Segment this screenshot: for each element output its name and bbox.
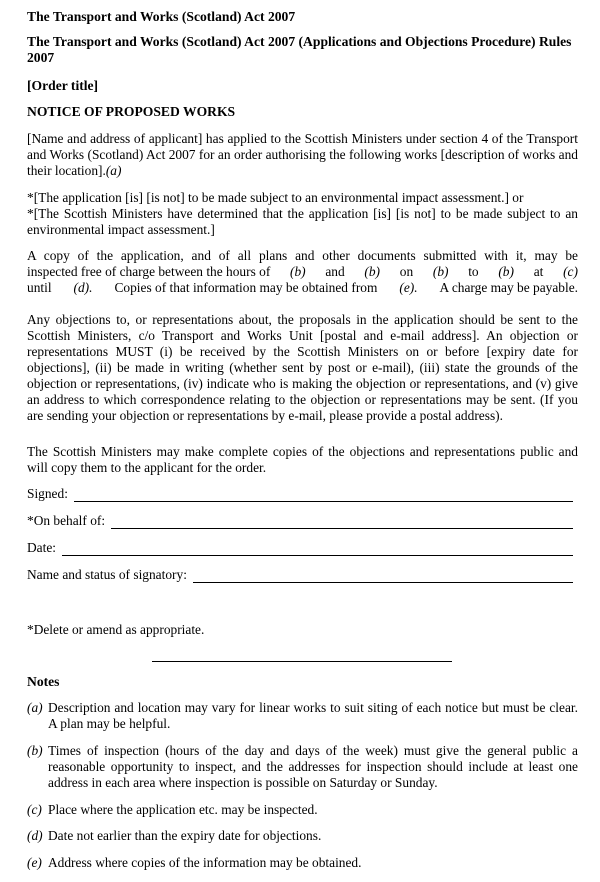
on-behalf-line[interactable] (27, 513, 573, 529)
note-item (27, 828, 578, 844)
note-mark: (d) (27, 828, 43, 843)
delete-footnote: *Delete or amend as appropriate. (27, 622, 205, 637)
inspection-lead: inspected free of charge between the hours of (27, 264, 271, 279)
inspection-line-3 (27, 280, 578, 296)
date-field[interactable] (62, 543, 573, 556)
signatory-label: Name and status of signatory: (27, 567, 187, 582)
signed-line[interactable] (27, 486, 573, 502)
note-mark: (c) (27, 802, 42, 817)
ref-b-3: (b) (432, 264, 449, 279)
inspection-text: A copy of the application, and of all plans and other documents submitted with it, may be (27, 248, 578, 263)
signatory-line[interactable] (27, 567, 573, 583)
on-behalf-field[interactable] (111, 516, 573, 529)
inspection-line-2 (27, 264, 578, 280)
copies-text: Copies of that information may be obtained from (114, 280, 378, 295)
ref-d: (d). (73, 280, 93, 295)
note-text: Date not earlier than the expiry date for objections. (48, 828, 322, 843)
note-ref-a: (a) (105, 163, 122, 178)
ref-e: (e). (399, 280, 418, 295)
ref-b-1: (b) (290, 264, 306, 279)
note-text: Description and location may vary for linear works to suit siting of each notice but must be clear. A plan may be helpful. (48, 700, 578, 731)
charge-text: A charge may be payable. (439, 280, 578, 295)
rules-title: The Transport and Works (Scotland) Act 2007 (Applications and Objections Procedure) Rules 2007 (27, 34, 572, 65)
separator-rule (152, 661, 452, 662)
note-text: Times of inspection (hours of the day and days of the week) must give the general public a reasonable opportunity to inspect, and the addresses for inspection should include at least one address in each area where inspection is possible on Saturday or Sunday. (48, 743, 578, 790)
note-text: Place where the application etc. may be inspected. (48, 802, 318, 817)
note-item (27, 700, 578, 732)
word-and: and (325, 264, 345, 279)
note-mark: (b) (27, 743, 43, 758)
word-to: to (468, 264, 479, 279)
signed-field[interactable] (74, 489, 573, 502)
note-item (27, 802, 578, 818)
inspection-line-1 (27, 248, 578, 264)
ref-b-4: (b) (498, 264, 514, 279)
word-until: until (27, 280, 52, 295)
note-item (27, 743, 578, 791)
on-behalf-label: *On behalf of: (27, 513, 106, 528)
notice-heading: NOTICE OF PROPOSED WORKS (27, 104, 236, 119)
signed-label: Signed: (27, 486, 68, 501)
eia-option-2: *[The Scottish Ministers have determined that the application [is] [is not] to be made subject to an environmental impact assessment.] (27, 206, 578, 237)
notes-heading: Notes (27, 674, 60, 689)
publication-paragraph: The Scottish Ministers may make complete copies of the objections and representations public and will copy them to the applicant for the order. (27, 444, 578, 475)
word-at: at (533, 264, 544, 279)
order-title: [Order title] (27, 78, 99, 93)
application-text: [Name and address of applicant] has applied to the Scottish Ministers under section 4 of the Transport and Works (Scotland) Act 2007 for an order authorising the following works [description of works and their location]. (27, 131, 578, 178)
objections-paragraph: Any objections to, or representations about, the proposals in the application should be sent to the Scottish Ministers, c/o Transport and Works Unit [postal and e-mail address]. An objection or representations MUST (i) be received by the Scottish Ministers on or before [expiry date for objections], (ii) be made in writing (whether sent by post or e-mail), (iii) state the grounds of the objection or representations, (iv) indicate who is making the objection or representations, and (v) give an address to which correspondence relating to the objection or representations may be sent. (If you are sending your objection or representations by e-mail, please provide a postal address). (27, 312, 578, 423)
word-on: on (399, 264, 414, 279)
date-label: Date: (27, 540, 56, 555)
act-title: The Transport and Works (Scotland) Act 2007 (27, 9, 296, 24)
ref-b-2: (b) (364, 264, 381, 279)
note-mark: (e) (27, 855, 42, 870)
application-paragraph (27, 131, 578, 179)
inspection-paragraph (27, 248, 578, 296)
eia-paragraph (27, 190, 578, 238)
note-text: Address where copies of the information may be obtained. (48, 855, 362, 870)
ref-c: (c) (563, 264, 578, 279)
note-mark: (a) (27, 700, 43, 715)
eia-option-1: *[The application [is] [is not] to be made subject to an environmental impact assessment.] or (27, 190, 524, 205)
signatory-field[interactable] (193, 570, 573, 583)
date-line[interactable] (27, 540, 573, 556)
note-item (27, 855, 578, 871)
